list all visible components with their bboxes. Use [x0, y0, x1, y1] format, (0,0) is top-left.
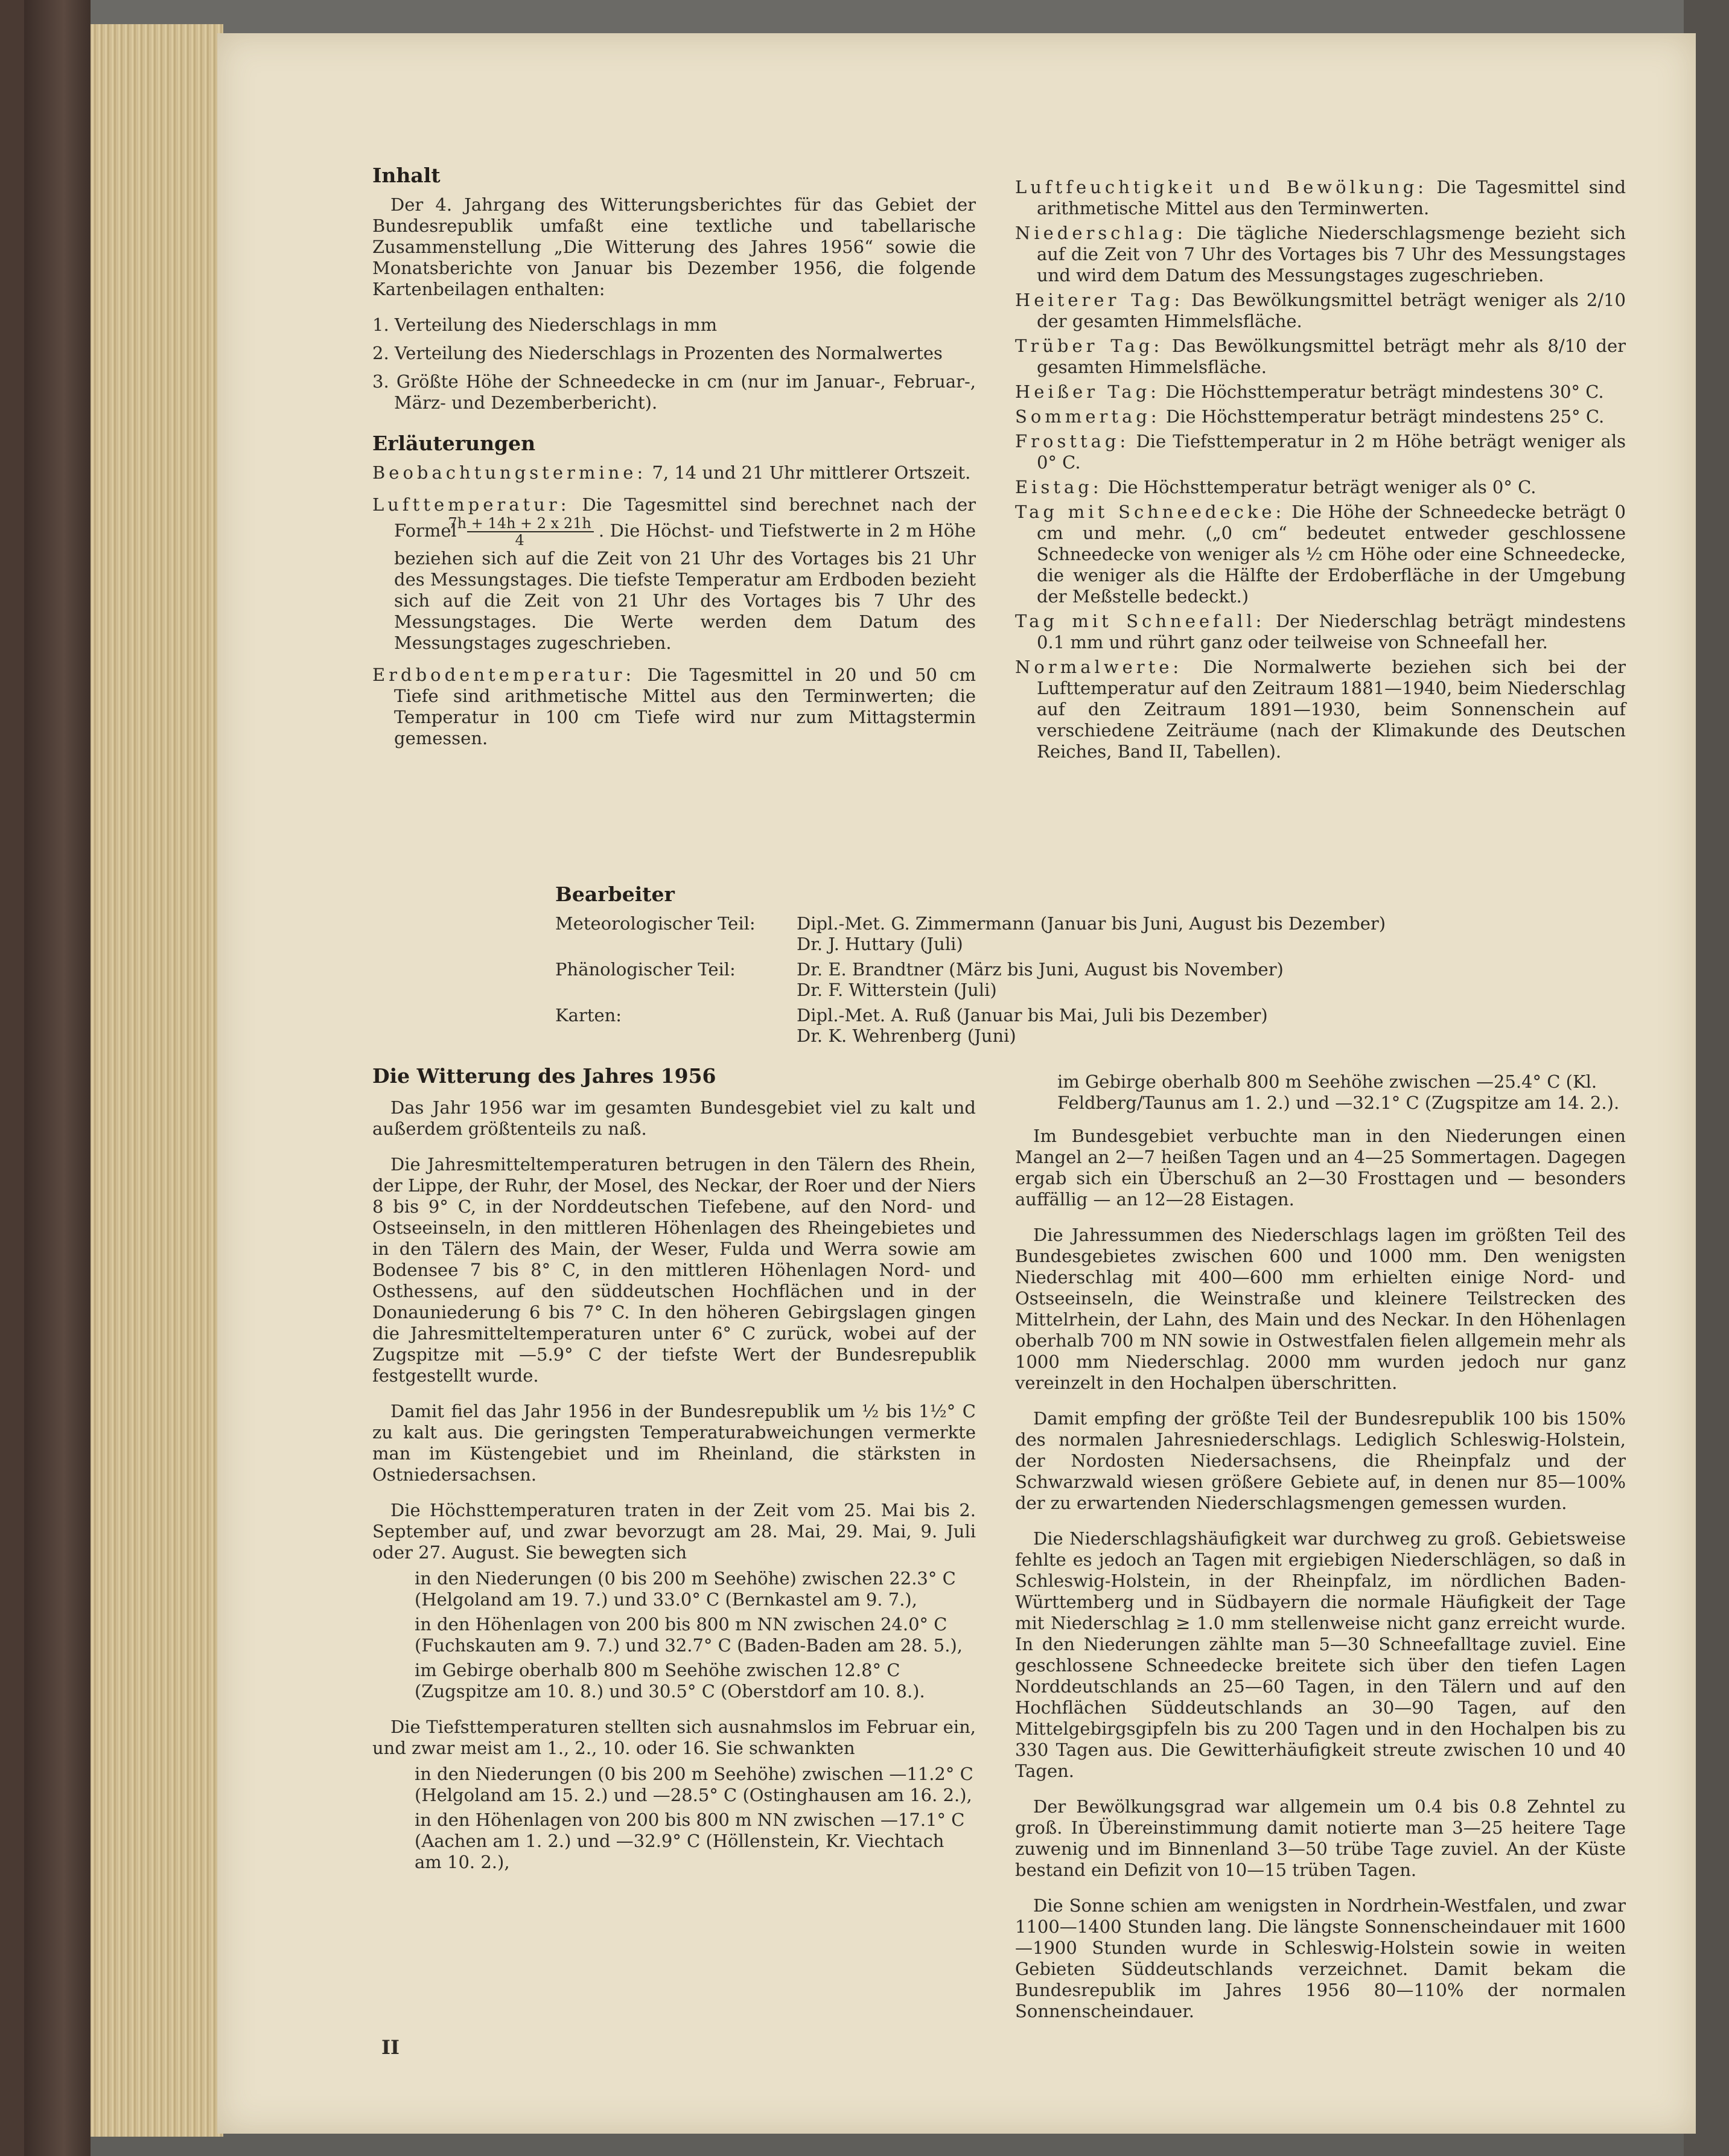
document-page	[217, 33, 1696, 2134]
page-edges	[91, 24, 223, 2137]
definition-term: Frosttag:	[1015, 431, 1130, 451]
definition-term: Heißer Tag:	[1015, 381, 1161, 402]
definition-text: 7, 14 und 21 Uhr mittlerer Ortszeit.	[646, 462, 971, 483]
definition-term: Normalwerte:	[1015, 657, 1183, 677]
max-temp-item: in den Niederungen (0 bis 200 m Seehöhe) zwischen 22.3° C (Helgoland am 19. 7.) und 33.0° C (Bernkastel am 9. 7.),	[415, 1568, 956, 1610]
witterung-paragraph: Die Tiefsttemperaturen stellten sich ausnahmslos im Februar ein, und zwar meist am 1., 2., 10. oder 16. Sie schwankten	[372, 1717, 976, 1758]
definition-term: Erdbodentemperatur:	[372, 665, 635, 685]
max-temp-item: im Gebirge oberhalb 800 m Seehöhe zwischen 12.8° C (Zugspitze am 10. 8.) und 30.5° C (Oberstdorf am 10. 8.).	[415, 1660, 925, 1702]
bearbeiter-names	[797, 1005, 1268, 1046]
witterung-paragraph: Die Jahresmitteltemperaturen betrugen in den Tälern des Rhein, der Lippe, der Ruhr, der Mosel, des Neckar, der Roer und der Niers 8 bis 9° C, in der Norddeutschen Tiefebene, auf den Nord- und Ostseeinseln, in den mittleren Höhenlagen des Rheingebietes und in den Tälern des Main, der Weser, Fulda und Werra sowie am Bodensee 7 bis 8° C, in den mittleren Höhenlagen Nord- und Osthessens, auf den süddeutschen Hochflächen und in der Donauniederung 6 bis 7° C. In den höheren Gebirgslagen gingen die Jahresmitteltemperaturen unter 6° C zurück, wobei auf der Zugspitze mit —5.9° C der tiefste Wert der Bundesrepublik festgestellt wurde.	[372, 1154, 976, 1386]
column-top-left	[372, 165, 976, 753]
witterung-paragraph: Im Bundesgebiet verbuchte man in den Niederungen einen Mangel an 2—7 heißen Tagen und an 4—25 Sommertagen. Dagegen ergab sich ein Überschuß an 2—30 Frosttagen und — besonders auffällig — an 12—28 Eistagen.	[1015, 1126, 1626, 1210]
definition-text: . Die Höchst- und Tiefstwerte in 2 m Höhe beziehen sich auf die Zeit von 21 Uhr des Vortages bis 21 Uhr des Messungstages. Die tiefste Temperatur am Erdboden bezieht sich auf die Zeit von 21 Uhr des Vortages bis 7 Uhr des Messungstages. Die Werte werden dem Datum des Messungstages zugeschrieben.	[394, 520, 976, 653]
definition-term: Niederschlag:	[1015, 223, 1187, 243]
bearbeiter-name: Dipl.-Met. G. Zimmermann (Januar bis Juni, August bis Dezember)	[797, 913, 1386, 934]
witterung-paragraph: Die Höchsttemperaturen traten in der Zeit vom 25. Mai bis 2. September auf, und zwar bevorzugt am 28. Mai, 29. Mai, 9. Juli oder 27. August. Sie bewegten sich	[372, 1500, 976, 1563]
bearbeiter-row	[555, 1005, 1581, 1046]
min-temp-item: in den Niederungen (0 bis 200 m Seehöhe) zwischen —11.2° C (Helgoland am 15. 2.) und —28.5° C (Ostinghausen am 16. 2.),	[415, 1764, 973, 1805]
definition-frosttag	[1015, 431, 1626, 473]
erlaeuterungen-heading: Erläuterungen	[372, 432, 536, 455]
bearbeiter-name: Dr. F. Witterstein (Juli)	[797, 980, 997, 1000]
witterung-paragraph: Damit fiel das Jahr 1956 in der Bundesrepublik um ½ bis 1½° C zu kalt aus. Die geringsten Temperaturabweichungen vermerkte man im Küstengebiet und im Rheinland, die stärksten in Ostniedersachsen.	[372, 1401, 976, 1485]
bearbeiter-row	[555, 959, 1581, 1000]
definition-heiterer-tag	[1015, 290, 1626, 332]
definition-text: Die Höchsttemperatur beträgt weniger als 0° C.	[1102, 477, 1536, 497]
definition-term: Trüber Tag:	[1015, 336, 1164, 356]
definition-term: Tag mit Schneefall:	[1015, 611, 1266, 631]
definition-tag-mit-schneedecke	[1015, 502, 1626, 607]
bearbeiter-section	[555, 884, 1581, 1051]
definition-term: Heiterer Tag:	[1015, 290, 1184, 310]
witterung-paragraph: Die Niederschlagshäufigkeit war durchweg zu groß. Gebietsweise fehlte es jedoch an Tagen mit ergiebigen Niederschlägen, so daß in Schleswig-Holstein, in der Rheinpfalz, im nördlichen Baden-Württemberg und in Südbayern die normale Häufigkeit der Tage mit Niederschlag ≥ 1.0 mm stellenweise nicht ganz erreicht wurde. In den Niederungen zählte man 5—30 Schneefalltage zuviel. Eine geschlossene Schneedecke breitete sich über den tiefen Lagen Norddeutschlands an 25—60 Tagen, in den Tälern und auf den Hochflächen Süddeutschlands an 30—90 Tagen, auf den Mittelgebirgsgipfeln bis zu 200 Tagen und in den Hochalpen bis zu 330 Tagen aus. Die Gewitterhäufigkeit streute zwischen 10 und 40 Tagen.	[1015, 1528, 1626, 1781]
definition-term: Tag mit Schneedecke:	[1015, 502, 1285, 522]
bearbeiter-name: Dr. E. Brandtner (März bis Juni, August bis November)	[797, 959, 1284, 980]
bearbeiter-heading: Bearbeiter	[555, 882, 675, 906]
column-bottom-left	[372, 1065, 976, 1877]
witterung-paragraph: Damit empfing der größte Teil der Bundesrepublik 100 bis 150% des normalen Jahresniederschlags. Lediglich Schleswig-Holstein, der Nordosten Niedersachsens, die Rheinpfalz und der Schwarzwald wiesen größere Gebiete auf, in denen nur 85—100% der zu erwartenden Niederschlagsmengen gemessen wurden.	[1015, 1408, 1626, 1513]
page-number: II	[381, 2036, 400, 2059]
inhalt-heading: Inhalt	[372, 164, 441, 187]
definition-text: Die Tagesmittel in 20 und 50 cm Tiefe sind arithmetische Mittel aus den Terminwerten; die Temperatur in 100 cm Tiefe wird nur zum Mittagstermin gemessen.	[394, 665, 976, 748]
definition-normalwerte	[1015, 657, 1626, 762]
formula-numerator: 7h + 14h + 2 x 21h	[467, 515, 594, 532]
definition-eistag	[1015, 477, 1626, 498]
bearbeiter-role: Meteorologischer Teil:	[555, 913, 756, 934]
witterung-paragraph: Der Bewölkungsgrad war allgemein um 0.4 bis 0.8 Zehntel zu groß. In Übereinstimmung damit notierte man 3—25 heitere Tage zuwenig und im Binnenland 3—50 trübe Tage zuviel. An der Küste bestand ein Defizit von 10—15 trüben Tagen.	[1015, 1796, 1626, 1880]
formula-denominator: 4	[515, 532, 524, 549]
definition-heisser-tag	[1015, 381, 1626, 403]
inhalt-item: 1. Verteilung des Niederschlags in mm	[372, 314, 718, 335]
definition-lufttemperatur	[372, 494, 976, 654]
definition-erdbodentemperatur	[372, 665, 976, 749]
bearbeiter-names	[797, 959, 1284, 1000]
definition-text: Die Höhe der Schneedecke beträgt 0 cm und mehr. („0 cm“ bedeutet entweder geschlossene Schneedecke von weniger als ½ cm Höhe oder eine Schneedecke, die weniger als die Hälfte der Erdoberfläche in der Umgebung der Meßstelle bedeckt.)	[1037, 502, 1626, 607]
definition-term: Beobachtungstermine:	[372, 462, 647, 483]
bearbeiter-role: Phänologischer Teil:	[555, 959, 736, 980]
bearbeiter-name: Dipl.-Met. A. Ruß (Januar bis Mai, Juli bis Dezember)	[797, 1005, 1268, 1025]
definition-term: Eistag:	[1015, 477, 1103, 497]
inhalt-item: 3. Größte Höhe der Schneedecke in cm (nur im Januar-, Februar-, März- und Dezemberbericht).	[372, 371, 976, 413]
definition-text: Die Tagesmittel sind berechnet nach der Formel	[394, 494, 976, 541]
mean-formula	[448, 515, 594, 549]
definition-text: Das Bewölkungsmittel beträgt mehr als 8/10 der gesamten Himmelsfläche.	[1037, 336, 1626, 377]
book-board-top	[91, 0, 1729, 36]
min-temp-item: im Gebirge oberhalb 800 m Seehöhe zwischen —25.4° C (Kl. Feldberg/Taunus am 1. 2.) und —32.1° C (Zugspitze am 14. 2.).	[1057, 1071, 1620, 1113]
witterung-paragraph: Die Jahressummen des Niederschlags lagen im größten Teil des Bundesgebietes zwischen 600 und 1000 mm. Den wenigsten Niederschlag mit 400—600 mm erhielten einige Nord- und Ostseeinseln, die Weinstraße und kleinere Teilstrecken des Mittelrhein, der Lahn, des Main und des Neckar. In den Höhenlagen oberhalb 700 m NN sowie in Ostwestfalen fielen allgemein mehr als 1000 mm Niederschlag. 2000 mm wurden jedoch nur ganz vereinzelt in den Hochalpen überschritten.	[1015, 1225, 1626, 1393]
inhalt-item: 2. Verteilung des Niederschlags in Prozenten des Normalwertes	[372, 343, 943, 363]
bearbeiter-names	[797, 913, 1386, 954]
definition-term: Luftfeuchtigkeit und Bewölkung:	[1015, 177, 1428, 197]
definition-text: Die Normalwerte beziehen sich bei der Lufttemperatur auf den Zeitraum 1881—1940, beim Niederschlag auf den Zeitraum 1891—1930, beim Sonnenschein auf verschiedene Zeiträume (nach der Klimakunde des Deutschen Reiches, Band II, Tabellen).	[1037, 657, 1626, 762]
definition-term: Lufttemperatur:	[372, 494, 570, 515]
min-temp-item: in den Höhenlagen von 200 bis 800 m NN zwischen —17.1° C (Aachen am 1. 2.) und —32.9° C (Höllenstein, Kr. Viechtach am 10. 2.),	[415, 1810, 965, 1872]
inhalt-intro: Der 4. Jahrgang des Witterungsberichtes für das Gebiet der Bundesrepublik umfaßt eine textliche und tabellarische Zusammenstellung „Die Witterung des Jahres 1956“ sowie die Monatsberichte von Januar bis Dezember 1956, die folgende Kartenbeilagen enthalten:	[372, 194, 976, 299]
definition-beobachtungstermine	[372, 462, 976, 483]
definition-text: Die Tagesmittel sind arithmetische Mittel aus den Terminwerten.	[1037, 177, 1626, 218]
bearbeiter-name: Dr. K. Wehrenberg (Juni)	[797, 1025, 1016, 1046]
definition-text: Die Höchsttemperatur beträgt mindestens 25° C.	[1160, 406, 1605, 427]
definition-text: Die tägliche Niederschlagsmenge bezieht sich auf die Zeit von 7 Uhr des Vortages bis 7 Uhr des Messungstages und wird dem Datum des Messungstages zugeschrieben.	[1037, 223, 1626, 285]
max-temp-item: in den Höhenlagen von 200 bis 800 m NN zwischen 24.0° C (Fuchskauten am 9. 7.) und 32.7° C (Baden-Baden am 28. 5.),	[415, 1614, 963, 1656]
definition-trueber-tag	[1015, 336, 1626, 378]
definition-text: Das Bewölkungsmittel beträgt weniger als 2/10 der gesamten Himmelsfläche.	[1037, 290, 1626, 331]
bearbeiter-role: Karten:	[555, 1005, 622, 1025]
definition-sommertag	[1015, 406, 1626, 427]
witterung-heading: Die Witterung des Jahres 1956	[372, 1064, 716, 1088]
book-spine	[24, 0, 91, 2156]
definition-tag-mit-schneefall	[1015, 611, 1626, 653]
definition-term: Sommertag:	[1015, 406, 1161, 427]
definition-text: Die Tiefsttemperatur in 2 m Höhe beträgt weniger als 0° C.	[1037, 431, 1626, 473]
definition-text: Der Niederschlag beträgt mindestens 0.1 mm und rührt ganz oder teilweise von Schneefall her.	[1037, 611, 1626, 652]
column-bottom-right	[1015, 1071, 1626, 2036]
definition-luftfeuchtigkeit	[1015, 177, 1626, 219]
witterung-paragraph: Die Sonne schien am wenigsten in Nordrhein-Westfalen, und zwar 1100—1400 Stunden lang. Die längste Sonnenscheindauer mit 1600—1900 Stunden wurde in Schleswig-Holstein sowie in weiten Gebieten Süddeutschlands verzeichnet. Damit bekam die Bundesrepublik im Jahres 1956 80—110% der normalen Sonnenscheindauer.	[1015, 1895, 1626, 2021]
witterung-paragraph: Das Jahr 1956 war im gesamten Bundesgebiet viel zu kalt und außerdem größtenteils zu naß.	[372, 1097, 976, 1139]
column-top-right	[1015, 177, 1626, 766]
definition-niederschlag	[1015, 223, 1626, 286]
definition-text: Die Höchsttemperatur beträgt mindestens 30° C.	[1160, 381, 1604, 402]
bearbeiter-name: Dr. J. Huttary (Juli)	[797, 934, 963, 954]
bearbeiter-row	[555, 913, 1581, 954]
